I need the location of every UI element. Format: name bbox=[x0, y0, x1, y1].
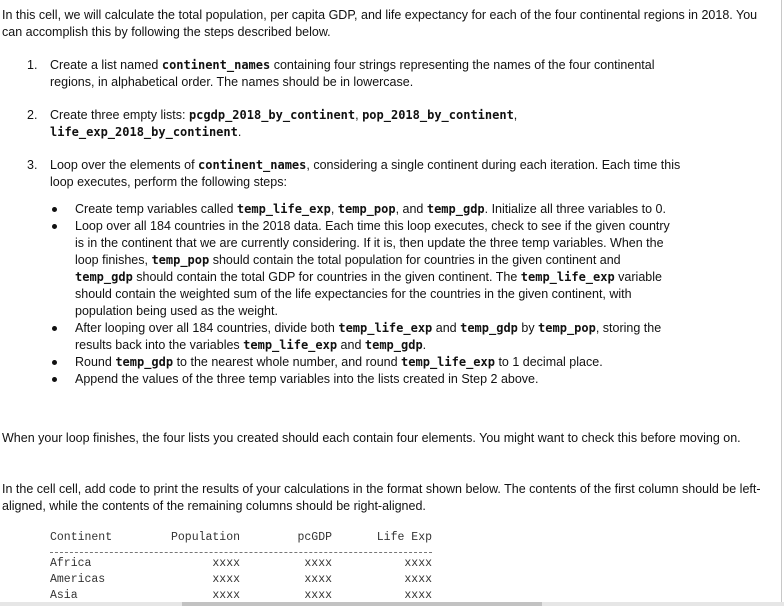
text: After looping over all 184 countries, divide both bbox=[75, 321, 339, 335]
inline-code: continent_names bbox=[198, 158, 307, 172]
horizontal-scrollbar[interactable] bbox=[0, 602, 784, 606]
text: by bbox=[517, 321, 539, 335]
steps-list bbox=[0, 57, 760, 388]
table-cell: xxxx bbox=[404, 573, 432, 586]
table-divider bbox=[50, 546, 432, 556]
step-text bbox=[50, 157, 690, 191]
bullet-icon bbox=[52, 207, 57, 212]
table-cell: xxxx bbox=[212, 589, 240, 602]
inline-code: temp_gdp bbox=[426, 202, 485, 216]
bullet-icon bbox=[52, 360, 57, 365]
substep-item bbox=[0, 218, 680, 320]
table-row bbox=[50, 588, 432, 602]
text: , considering a single continent during each iteration. Each time this loop executes, perform the following steps: bbox=[50, 158, 681, 189]
substep-item bbox=[0, 320, 680, 354]
text: , bbox=[513, 108, 518, 122]
bullet-icon bbox=[52, 326, 57, 331]
table-row bbox=[50, 572, 432, 588]
substep-item bbox=[0, 354, 680, 371]
text: Loop over all 184 countries in the 2018 data. Each time this loop executes, check to see if the given country is in the continent that we are currently considering. If it is, then update the three temp variables. When the loop finishes, bbox=[75, 219, 670, 267]
dashed-rule bbox=[50, 552, 432, 553]
step-1 bbox=[0, 57, 760, 107]
table-cell: xxxx bbox=[304, 557, 332, 570]
check-paragraph: When your loop finishes, the four lists you created should each contain four elements. You might want to check this before moving on. bbox=[2, 431, 741, 445]
substeps-list bbox=[0, 201, 760, 388]
inline-code: temp_pop bbox=[151, 253, 210, 267]
text: Append the values of the three temp variables into the lists created in Step 2 above. bbox=[75, 372, 539, 386]
step-2 bbox=[0, 107, 760, 157]
table-cell: xxxx bbox=[404, 557, 432, 570]
intro-paragraph: In this cell, we will calculate the total population, per capita GDP, and life expectancy for each of the four continental regions in 2018. You can accomplish this by following the steps described below. bbox=[2, 8, 758, 39]
text: . bbox=[237, 125, 242, 139]
text: to 1 decimal place. bbox=[494, 355, 603, 369]
column-header-continent: Continent bbox=[50, 531, 113, 544]
step-text bbox=[50, 107, 690, 141]
inline-code: pcgdp_2018_by_continent bbox=[188, 108, 356, 122]
inline-code: temp_life_exp bbox=[401, 355, 495, 369]
divider-cell bbox=[50, 546, 432, 556]
inline-code: temp_life_exp bbox=[236, 202, 331, 216]
text: Loop over the elements of bbox=[50, 158, 199, 172]
inline-code: temp_gdp bbox=[364, 338, 423, 352]
table-cell: xxxx bbox=[212, 557, 240, 570]
inline-code: temp_life_exp bbox=[243, 338, 338, 352]
inline-code: continent_names bbox=[161, 58, 271, 72]
inline-code: temp_gdp bbox=[75, 270, 133, 284]
text: Create temp variables called bbox=[75, 202, 237, 216]
inline-code: temp_life_exp bbox=[520, 270, 615, 284]
step-text bbox=[50, 57, 690, 91]
inline-code: temp_life_exp bbox=[338, 321, 433, 335]
step-number: 1. bbox=[27, 58, 38, 72]
step-3 bbox=[0, 157, 760, 388]
table-cell: Africa bbox=[50, 557, 92, 570]
sample-output-table bbox=[50, 530, 432, 602]
table-cell: xxxx bbox=[304, 589, 332, 602]
column-header-population: Population bbox=[170, 531, 240, 544]
inline-code: pop_2018_by_continent bbox=[362, 108, 514, 122]
table-cell: Asia bbox=[50, 589, 78, 602]
text: Create three empty lists: bbox=[50, 108, 189, 122]
inline-code: life_exp_2018_by_continent bbox=[50, 125, 238, 139]
text: to the nearest whole number, and round bbox=[173, 355, 402, 369]
text: , bbox=[330, 202, 338, 216]
inline-code: temp_gdp bbox=[115, 355, 174, 369]
inline-code: temp_pop bbox=[538, 321, 596, 335]
inline-code: temp_gdp bbox=[460, 321, 518, 335]
text: and bbox=[432, 321, 461, 335]
step-number: 2. bbox=[27, 108, 38, 122]
bullet-icon bbox=[52, 224, 57, 229]
step-number: 3. bbox=[27, 158, 38, 172]
text: containing four strings representing the names of the four continental regions, in alphabetical order. The names should be in lowercase. bbox=[50, 58, 655, 89]
column-header-life-exp: Life Exp bbox=[376, 531, 432, 544]
table-cell: xxxx bbox=[304, 573, 332, 586]
bullet-icon bbox=[52, 377, 57, 382]
substep-item bbox=[0, 371, 680, 388]
substep-item bbox=[0, 201, 680, 218]
text: . Initialize all three variables to 0. bbox=[484, 202, 666, 216]
table-header-row bbox=[50, 530, 432, 546]
table-row bbox=[50, 556, 432, 572]
text: variable should contain the weighted sum of the life expectancies for the countries in the given continent, with population being used as the weight. bbox=[75, 270, 662, 318]
scrollbar-thumb[interactable] bbox=[182, 602, 542, 606]
text: should contain the total GDP for countries in the given continent. The bbox=[132, 270, 521, 284]
column-header-pcgdp: pcGDP bbox=[297, 531, 332, 544]
text: , bbox=[355, 108, 363, 122]
text: . bbox=[422, 338, 427, 352]
text: Round bbox=[75, 355, 116, 369]
text: should contain the total population for countries in the given continent and bbox=[209, 253, 621, 267]
text: and bbox=[337, 338, 365, 352]
inline-code: temp_pop bbox=[337, 202, 396, 216]
print-instructions-paragraph: In the cell cell, add code to print the results of your calculations in the format shown below. The contents of the first column should be left-aligned, while the contents of the remaining columns should be right-aligned. bbox=[2, 482, 761, 513]
table-cell: Americas bbox=[50, 573, 106, 586]
text: , storing the results back into the variables bbox=[75, 321, 662, 352]
text: Create a list named bbox=[50, 58, 162, 72]
text: , and bbox=[395, 202, 427, 216]
table-cell: xxxx bbox=[212, 573, 240, 586]
table-cell: xxxx bbox=[404, 589, 432, 602]
